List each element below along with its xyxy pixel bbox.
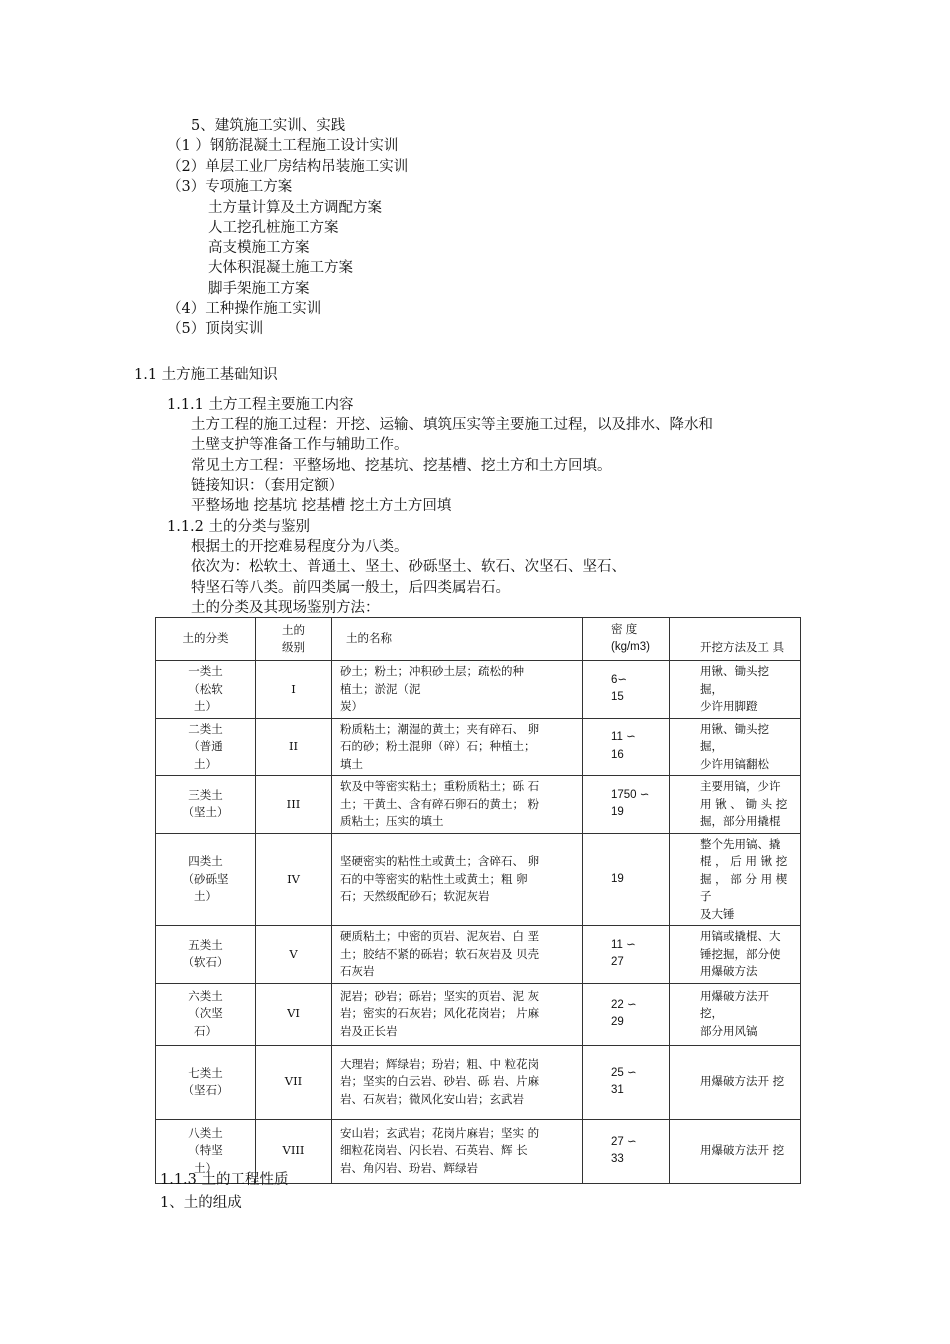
header-class: 土的分类	[156, 618, 256, 661]
cell-grade: VII	[256, 1045, 332, 1119]
cell-tool: 用锹、锄头挖 掘， 少许用脚蹬	[670, 661, 801, 719]
list-item: （5）顶岗实训	[167, 321, 264, 337]
soil-classification-table	[155, 617, 801, 1184]
cell-density: 1750 ∽ 19	[583, 776, 670, 834]
paragraph: 特坚石等八类。前四类属一般土，后四类属岩石。	[191, 580, 510, 596]
table-row	[156, 926, 801, 984]
cell-tool: 主要用镐，少许 用 锹 、 锄 头 挖 掘，部分用撬棍	[670, 776, 801, 834]
cell-density: 27 ∽ 33	[583, 1119, 670, 1183]
cell-name: 大理岩；辉绿岩；玢岩；粗、中 粒花岗 岩；坚实的白云岩、砂岩、砾 岩、片麻 岩、石灰岩；微风化安山岩；玄武岩	[332, 1045, 583, 1119]
table-caption: 土的分类及其现场鉴别方法：	[191, 600, 380, 616]
sub-list-item: 脚手架施工方案	[208, 281, 310, 297]
table-row	[156, 661, 801, 719]
sub-list-item: 高支模施工方案	[208, 240, 310, 256]
cell-grade: IV	[256, 833, 332, 926]
cell-grade: II	[256, 718, 332, 776]
header-density: 密 度 (kg/m3)	[583, 618, 670, 661]
paragraph: 链接知识：（套用定额）	[191, 478, 344, 494]
cell-density: 11 ∽ 27	[583, 926, 670, 984]
cell-tool: 用锹、锄头挖 掘， 少许用镐翻松	[670, 718, 801, 776]
cell-tool: 用爆破方法开 挖， 部分用风镐	[670, 983, 801, 1045]
cell-class: 一类土 （松软 土）	[156, 661, 256, 719]
paragraph: 土壁支护等准备工作与辅助工作。	[191, 437, 409, 453]
cell-name: 软及中等密实粘土；重粉质粘土；砾 石 土；干黄土、含有碎石卵石的黄土； 粉 质粘土；压实的填土	[332, 776, 583, 834]
cell-name: 安山岩；玄武岩；花岗片麻岩；坚实 的 细粒花岗岩、闪长岩、石英岩、辉 长 岩、角闪岩、玢岩、辉绿岩	[332, 1119, 583, 1183]
header-grade: 土的 级别	[256, 618, 332, 661]
cell-density: 22 ∽ 29	[583, 983, 670, 1045]
table-row	[156, 776, 801, 834]
cell-grade: V	[256, 926, 332, 984]
cell-grade: VI	[256, 983, 332, 1045]
cell-class: 二类土 （普通 土）	[156, 718, 256, 776]
paragraph: 1、土的组成	[160, 1195, 242, 1211]
sub-list-item: 人工挖孔桩施工方案	[208, 220, 339, 236]
list-item: （2）单层工业厂房结构吊装施工实训	[167, 159, 409, 175]
cell-density: 25 ∽ 31	[583, 1045, 670, 1119]
cell-name: 砂土；粉土；冲积砂土层；疏松的种 植土；淤泥（泥 炭）	[332, 661, 583, 719]
cell-class: 五类土 （软石）	[156, 926, 256, 984]
section-title: 5、建筑施工实训、实践	[191, 118, 346, 134]
cell-class: 六类土 （次坚 石）	[156, 983, 256, 1045]
sub-list-item: 土方量计算及土方调配方案	[208, 200, 382, 216]
table-row	[156, 1045, 801, 1119]
table-row	[156, 983, 801, 1045]
cell-tool: 用镐或撬棍、大 锤挖掘，部分使 用爆破方法	[670, 926, 801, 984]
header-name: 土的名称	[332, 618, 583, 661]
table-row	[156, 718, 801, 776]
cell-density: 11 ∽ 16	[583, 718, 670, 776]
cell-class: 四类土 （砂砾坚 土）	[156, 833, 256, 926]
paragraph: 平整场地 挖基坑 挖基槽 挖土方土方回填	[191, 498, 452, 514]
list-item: （3）专项施工方案	[167, 179, 293, 195]
table-row	[156, 833, 801, 926]
cell-name: 泥岩；砂岩；砾岩；坚实的页岩、泥 灰 岩；密实的石灰岩；风化花岗岩； 片麻 岩及正长岩	[332, 983, 583, 1045]
cell-name: 粉质粘土；潮湿的黄土；夹有碎石、 卵 石的砂；粉土混卵（碎）石；种植土； 填土	[332, 718, 583, 776]
paragraph: 根据土的开挖难易程度分为八类。	[191, 539, 409, 555]
cell-grade: III	[256, 776, 332, 834]
header-tool: 开挖方法及工 具	[670, 618, 801, 661]
heading-1-1-1: 1.1.1 土方工程主要施工内容	[167, 397, 354, 413]
cell-class: 三类土 （坚土）	[156, 776, 256, 834]
cell-tool: 用爆破方法开 挖	[670, 1119, 801, 1183]
sub-list-item: 大体积混凝土施工方案	[208, 260, 353, 276]
paragraph: 土方工程的施工过程：开挖、运输、填筑压实等主要施工过程，以及排水、降水和	[191, 417, 713, 433]
cell-tool: 用爆破方法开 挖	[670, 1045, 801, 1119]
cell-grade: VIII	[256, 1119, 332, 1183]
list-item: （1 ）钢筋混凝土工程施工设计实训	[167, 138, 399, 154]
cell-density: 6∽ 15	[583, 661, 670, 719]
paragraph: 常见土方工程：平整场地、挖基坑、挖基槽、挖土方和土方回填。	[191, 458, 612, 474]
list-item: （4）工种操作施工实训	[167, 301, 322, 317]
cell-grade: I	[256, 661, 332, 719]
paragraph: 依次为：松软土、普通土、坚土、砂砾坚土、软石、次坚石、坚石、	[191, 559, 626, 575]
cell-class: 八类土 （特坚 土）	[156, 1119, 256, 1183]
cell-tool: 整个先用镐、撬 棍 ， 后 用 锹 挖 掘 ， 部 分 用 楔 子 及大锤	[670, 833, 801, 926]
cell-class: 七类土 （坚石）	[156, 1045, 256, 1119]
heading-1-1: 1.1 土方施工基础知识	[134, 367, 278, 383]
heading-1-1-3: 1.1.3 土的工程性质	[160, 1172, 289, 1188]
cell-name: 硬质粘土；中密的页岩、泥灰岩、白 垩 土；胶结不紧的砾岩；软石灰岩及 贝壳 石灰岩	[332, 926, 583, 984]
table-header-row	[156, 618, 801, 661]
cell-density: 19	[583, 833, 670, 926]
heading-1-1-2: 1.1.2 土的分类与鉴别	[167, 519, 311, 535]
cell-name: 坚硬密实的粘性土或黄土；含碎石、 卵 石的中等密实的粘性土或黄土；粗 卵 石；天然级配砂石；软泥灰岩	[332, 833, 583, 926]
